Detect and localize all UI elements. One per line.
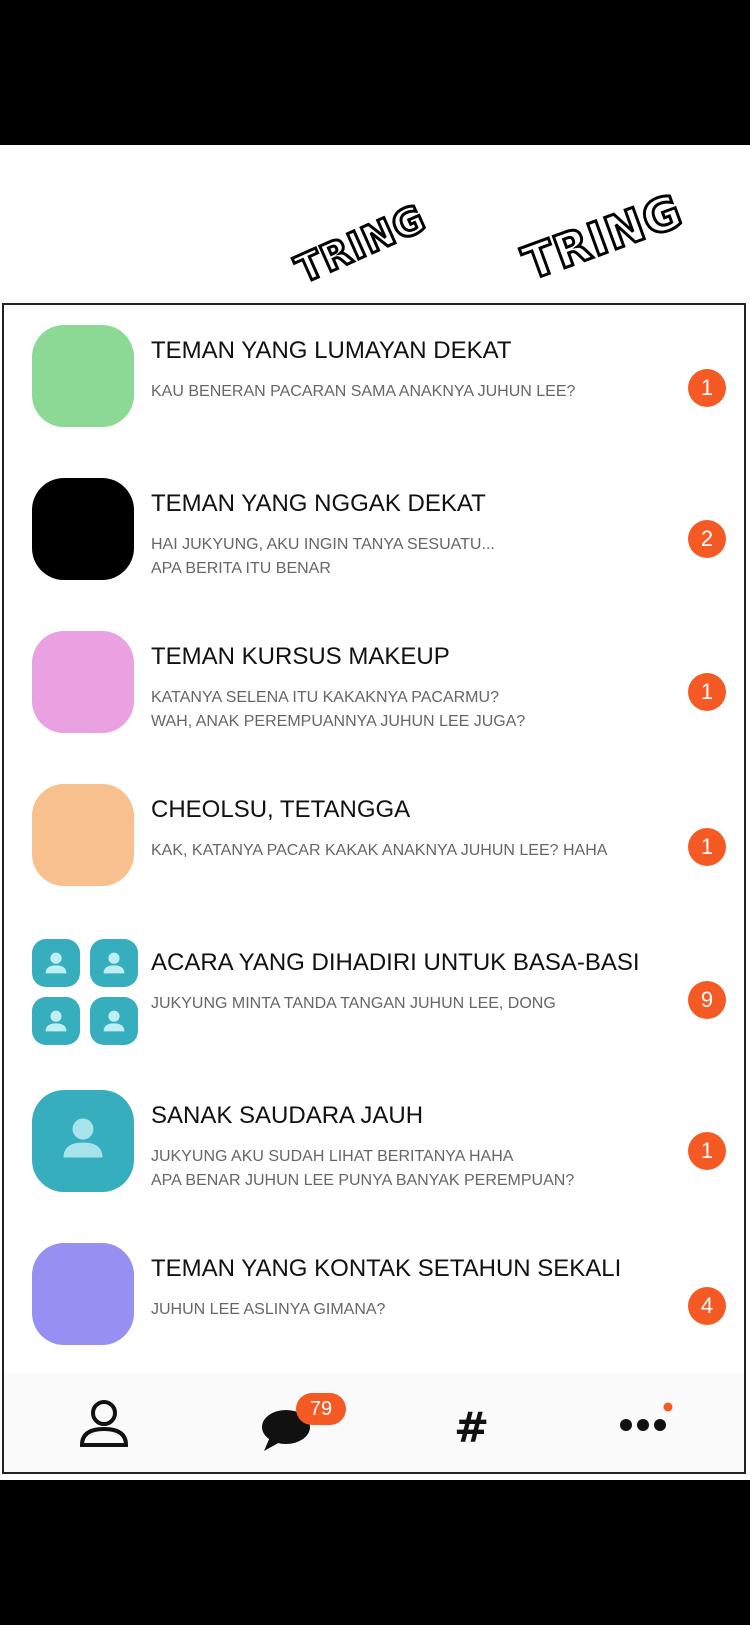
avatar [32, 325, 134, 427]
avatar [32, 478, 134, 580]
person-icon [32, 997, 80, 1045]
chat-preview: HAI JUKYUNG, AKU INGIN TANYA SESUATU... [151, 536, 495, 553]
chat-title: SANAK SAUDARA JAUH [151, 1102, 424, 1129]
top-black-band [0, 0, 750, 145]
bottom-navigation-bar [4, 1373, 744, 1473]
more-icon [614, 1399, 684, 1449]
chat-unread-badge: 79 [296, 1393, 346, 1425]
chat-preview: WAH, ANAK PEREMPUANNYA JUHUN LEE JUGA? [151, 713, 526, 730]
chat-preview: APA BENAR JUHUN LEE PUNYA BANYAK PEREMPUAN? [151, 1172, 575, 1189]
avatar [32, 1243, 134, 1345]
person-icon [32, 939, 80, 987]
sound-effect-text: TRING [288, 195, 433, 293]
chat-title: TEMAN YANG KONTAK SETAHUN SEKALI [151, 1255, 622, 1282]
chat-list-item[interactable] [4, 1233, 744, 1353]
profile-icon [74, 1395, 134, 1455]
chat-title: TEMAN KURSUS MAKEUP [151, 643, 450, 670]
chat-preview: JUHUN LEE ASLINYA GIMANA? [151, 1301, 386, 1318]
chat-list-item[interactable] [4, 1080, 744, 1200]
chat-preview: KATANYA SELENA ITU KAKAKNYA PACARMU? [151, 689, 499, 706]
nav-profile[interactable] [64, 1373, 144, 1473]
sound-effect-text: TRING [515, 183, 690, 291]
phone-chat-screen [2, 303, 746, 1474]
chat-preview: JUKYUNG MINTA TANDA TANGAN JUHUN LEE, DONG [151, 995, 556, 1012]
chat-title: TEMAN YANG LUMAYAN DEKAT [151, 337, 512, 364]
avatar [32, 1090, 134, 1192]
nav-hashtag[interactable] [424, 1373, 514, 1473]
bottom-black-band [0, 1480, 750, 1625]
chat-title: TEMAN YANG NGGAK DEKAT [151, 490, 486, 517]
person-icon [90, 997, 138, 1045]
chat-list-item[interactable] [4, 774, 744, 894]
chat-title: ACARA YANG DIHADIRI UNTUK BASA-BASI [151, 949, 640, 976]
avatar [32, 631, 134, 733]
chat-preview: KAU BENERAN PACARAN SAMA ANAKNYA JUHUN LEE? [151, 383, 576, 400]
nav-more[interactable] [614, 1373, 694, 1473]
unread-badge: 4 [688, 1287, 726, 1325]
group-avatar [32, 939, 140, 1047]
avatar [32, 784, 134, 886]
unread-badge: 2 [688, 520, 726, 558]
chat-list-item[interactable] [4, 621, 744, 741]
chat-preview: KAK, KATANYA PACAR KAKAK ANAKNYA JUHUN LEE? HAHA [151, 842, 608, 859]
chat-list-item[interactable] [4, 315, 744, 435]
unread-badge: 1 [688, 1132, 726, 1170]
chat-preview: APA BERITA ITU BENAR [151, 560, 331, 577]
unread-badge: 1 [688, 673, 726, 711]
person-icon [53, 1108, 113, 1173]
nav-chats[interactable] [254, 1373, 354, 1473]
unread-badge: 9 [688, 981, 726, 1019]
chat-list-item[interactable] [4, 927, 744, 1047]
unread-badge: 1 [688, 369, 726, 407]
chat-preview: JUKYUNG AKU SUDAH LIHAT BERITANYA HAHA [151, 1148, 514, 1165]
chat-title: CHEOLSU, TETANGGA [151, 796, 411, 823]
person-icon [90, 939, 138, 987]
unread-badge: 1 [688, 828, 726, 866]
chat-list-item[interactable] [4, 468, 744, 588]
hashtag-icon: # [454, 1403, 490, 1452]
